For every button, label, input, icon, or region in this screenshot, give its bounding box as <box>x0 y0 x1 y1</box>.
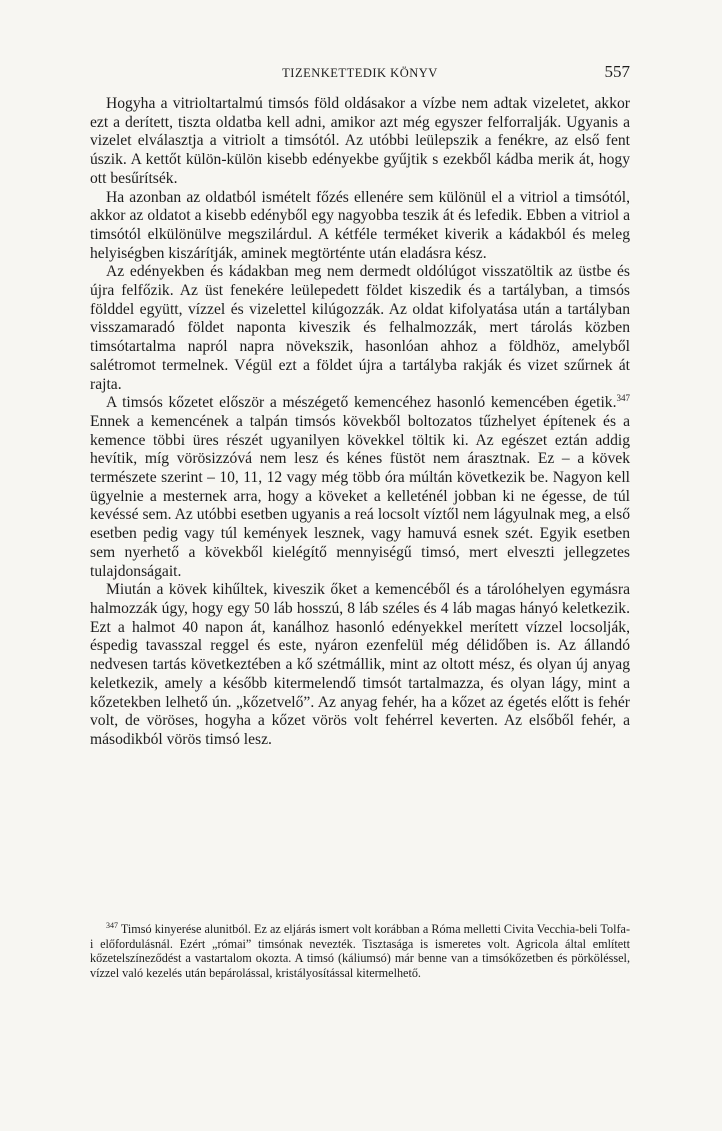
paragraph-5: Miután a kövek kihűltek, kiveszik őket a kemencéből és a tárolóhelyen egymásra halmozzák úgy, hogy egy 50 láb hosszú, 8 láb széles és 4 láb magas hányó keletkezik. Ezt a halmot 40 napon át, kanálhoz hasonló edényekkel merített vízzel locsolják, éspedig tavasszal reggel és este, nyáron ezenfelül még délidőben is. Az állandó nedvesen tartás következtében a kő szétmállik, mint az oltott mész, és olyan új anyag keletkezik, amely a később kitermelendő timsót tartalmazza, és olyan lágy, mint a kőzetekben lelhető ún. „kőzetvelő”. Az anyag fehér, ha a kőzet az égetés előtt is fehér volt, de vöröses, hogyha a kőzet vörös volt fehérrel keverten. Az elsőből fehér, a másodikból vörös timsó lesz. <box>90 581 630 748</box>
paragraph-4-rest: Ennek a kemencének a talpán timsós kövekből boltozatos tűzhelyet építenek és a kemence többi üres részét ugyanilyen kövekkel töltik ki. Az egészet eztán addig hevítik, míg vörösizzóvá nem lesz és kénes füstöt nem árasztnak. Ez – a kövek természete szerint – 10, 11, 12 vagy még több óra múltán következik be. Nagyon kell ügyelnie a mesternek arra, hogy a köveket a kelleténél jobban ki ne égesse, de túl kevéssé sem. Az utóbbi esetben ugyanis a reá locsolt víztől nem lágyulnak meg, a első esetben pedig vagy túl kemények lesznek, vagy hamuvá esnek szét. Egyik esetben sem nyerhető a kövekből kielégítő mennyiségű timsó, mert elveszti jellegzetes tulajdonságait. <box>90 412 630 580</box>
paragraph-4 <box>90 394 630 581</box>
running-title: TIZENKETTEDIK KÖNYV <box>282 66 438 80</box>
page-header <box>90 62 630 84</box>
footnote-347 <box>90 922 630 980</box>
footnote-text: Timsó kinyerése alunitból. Ez az eljárás ismert volt korábban a Róma melletti Civita Vecchia-beli Tolfa-i előfordulásnál. Ezért „római” timsónak nevezték. Tisztasága is ismeretes volt. Agricola által említett kőzetelszíneződést a vastartalom okozta. A timsó (káliumsó) már benne van a timsókőzetben és pörköléssel, vízzel való kezelés után bepárolással, kristályosítással kitermelhető. <box>90 922 630 980</box>
footnote-mark: 347 <box>106 920 118 930</box>
footnote-reference[interactable]: 347 <box>616 393 630 404</box>
paragraph-3: Az edényekben és kádakban meg nem dermedt oldólúgot visszatöltik az üstbe és újra felfőzik. Az üst fenekére leülepedett földet kiszedik és a tartályban, a timsós földdel együtt, vízzel és vizelettel kilúgozzák. Az oldat kifolyatása után a tartályban visszamaradó földet naponta kiveszik és felhalmozzák, mert tárolás közben timsótartalma napról napra növekszik, hasonlóan ahhoz a földhöz, amelyből salétromot termelnek. Végül ezt a földet újra a tartályba rakják és vizet szűrnek át rajta. <box>90 263 630 393</box>
paragraph-1: Hogyha a vitrioltartalmú timsós föld oldásakor a vízbe nem adtak vizeletet, akkor ezt a derített, tiszta oldatba kell adni, amikor azt még egyszer felforralják. Ugyanis a vizelet elválasztja a vitriolt a timsótól. Az utóbbi leülepszik a fenékre, az első fent úszik. A kettőt külön-külön kisebb edényekbe gyűjtik s ezekből kádba merik át, hogy ott besűrítsék. <box>90 95 630 187</box>
paragraph-4-start: A timsós kőzetet először a mészégető kemencéhez hasonló kemencében égetik. <box>106 394 617 412</box>
paragraph-2: Ha azonban az oldatból ismételt főzés ellenére sem különül el a vitriol a timsótól, akkor az oldatot a kisebb edényből egy nagyobba teszik át és lefedik. Ebben a vitriol a timsótól elkülönülve megszilárdul. A kétféle terméket kiverik a kádakból és meleg helyiségben kiszárítják, aminek megtörténte után eladásra kész. <box>90 188 630 262</box>
main-text <box>90 95 630 750</box>
page-number: 557 <box>604 62 630 81</box>
footnotes <box>90 922 630 980</box>
